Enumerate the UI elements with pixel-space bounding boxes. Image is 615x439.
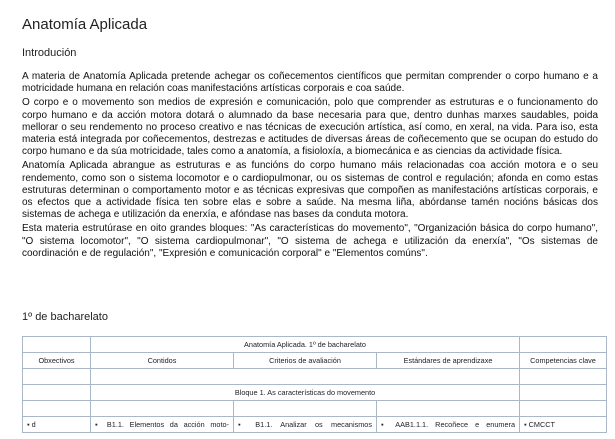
header-cell: Estándares de aprendizaxe [377, 353, 520, 369]
table-row [23, 417, 607, 433]
paragraph: Anatomía Aplicada abrangue as estruturas e as funcións do corpo humano máis relacionadas coa acción motora e o seu rendemento, como son o sistema locomotor e o cardiopulmonar, ou os sistemas de control e regulación; afonda en como estas estruturas determinan o comportamento motor e as técnicas expresivas que compoñen as manifestacións artísticas corporais, e os efectos que a actividade física ten sobre elas e sobre a saúde. Na mesma liña, abórdanse tamén nocións básicas dos sistemas de achega e utilización da enerxía, e afóndase nas bases da conduta motora. [22, 160, 598, 221]
table-caption-row [23, 337, 607, 353]
table-cell: ▪ d [23, 417, 91, 433]
intro-heading: Introdución [22, 47, 77, 59]
table-cell: ▪ AAB1.1.1. Recoñece e enumera [377, 417, 520, 433]
table-cell: ▪ B1.1. Elementos da acción moto- [91, 417, 234, 433]
header-cell: Obxectivos [23, 353, 91, 369]
table-spacer-row [23, 401, 607, 417]
table-cell: ▪ CMCCT [520, 417, 607, 433]
table-header-row [23, 353, 607, 369]
paragraph: A materia de Anatomía Aplicada pretende achegar os coñecementos científicos que permitan comprender o corpo humano e a motricidade humana en relación coas manifestacións artísticas corporais e coa saúde. [22, 71, 598, 95]
table-caption: Anatomía Aplicada. 1º de bacharelato [91, 337, 520, 353]
block-title: Bloque 1. As características do movemento [91, 385, 520, 401]
header-cell: Criterios de avaliación [234, 353, 377, 369]
table-spacer-row [23, 369, 607, 385]
intro-body [22, 71, 598, 262]
document-title: Anatomía Aplicada [22, 16, 148, 33]
header-cell: Competencias clave [520, 353, 607, 369]
paragraph: O corpo e o movemento son medios de expresión e comunicación, polo que comprender as estruturas e o funcionamento do corpo humano e da acción motora dotará o alumnado da base necesaria para que, dentro dunhas marxes saudables, poida mellorar o seu rendemento no proceso creativo e nas técnicas de execución artística, así como, en xeral, na vida. Para iso, esta materia está integrada por coñecementos, destrezas e actitudes de diversas áreas de coñecemento que se ocupan do estudo do corpo humano e da súa motricidade, tales como a anatomía, a fisioloxía, a biomecánica e as ciencias da actividade física. [22, 97, 598, 158]
table-cell: ▪ B1.1. Analizar os mecanismos [234, 417, 377, 433]
course-heading: 1º de bacharelato [22, 311, 108, 323]
header-cell: Contidos [91, 353, 234, 369]
paragraph: Esta materia estrutúrase en oito grandes bloques: "As características do movemento", "Organización básica do corpo humano", "O sistema locomotor", "O sistema cardiopulmonar", "O sistema de achega e utilización da enerxía", "Os sistemas de coordinación e de regulación", "Expresión e comunicación corporal" e "Elementos comúns". [22, 223, 598, 259]
table-block-row [23, 385, 607, 401]
curriculum-table [22, 336, 607, 433]
